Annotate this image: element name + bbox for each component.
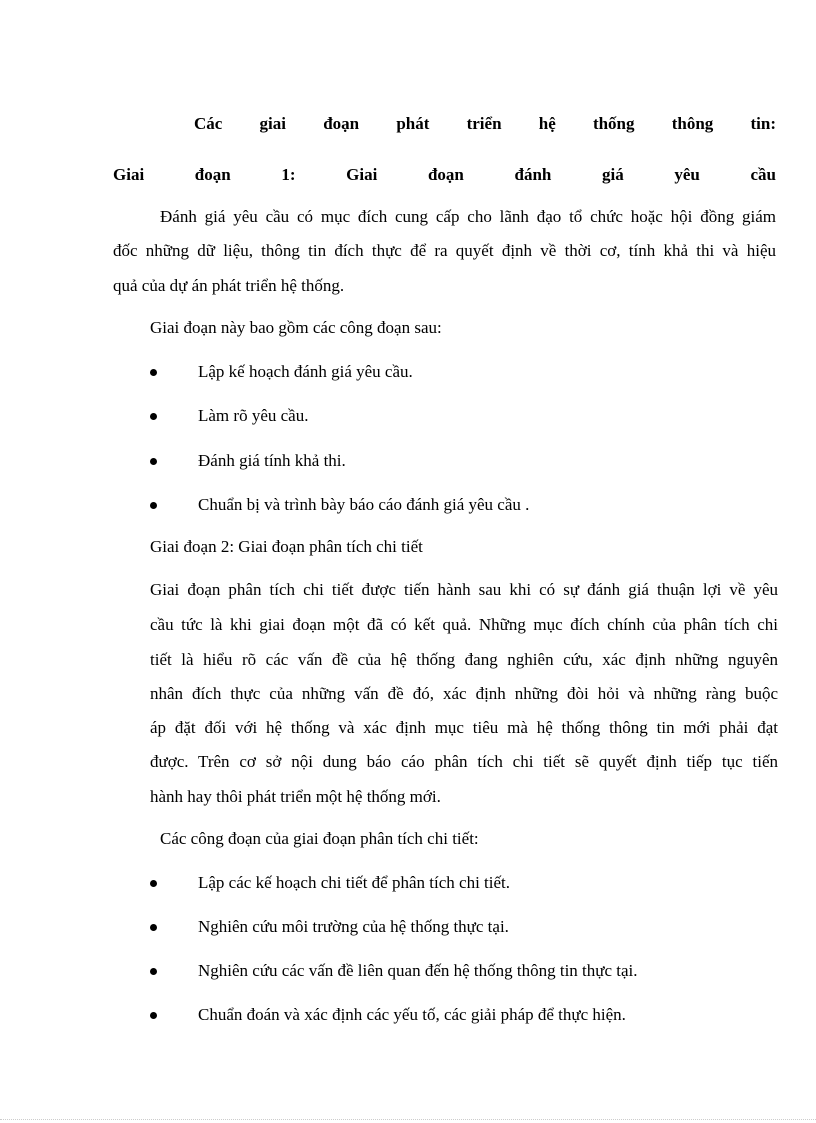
paragraph-text: Giai đoạn phân tích chi tiết được tiến hành sau khi có sự đánh giá thuận lợi về yêu: [150, 580, 778, 599]
bullet-icon: [150, 413, 157, 420]
paragraph-text: Đánh giá yêu cầu có mục đích cung cấp cho lãnh đạo tổ chức hoặc hội đồng giám: [160, 207, 776, 226]
list-item-text: Lập các kế hoạch chi tiết để phân tích chi tiết.: [198, 873, 511, 892]
heading-word: thống: [592, 114, 635, 133]
list-intro: [160, 829, 479, 849]
stage2-heading-text: Giai đoạn 2: Giai đoạn phân tích chi tiết: [150, 537, 423, 556]
bullet-icon: [150, 1012, 157, 1019]
paragraph-line: [150, 752, 778, 772]
paragraph-line: [150, 718, 778, 738]
heading-word: triển: [466, 114, 502, 133]
paragraph-text: cầu tức là khi giai đoạn một đã có kết quả. Những mục đích chính của phân tích chi: [150, 615, 778, 634]
heading-word: tin:: [750, 114, 776, 133]
heading-word: đoạn: [427, 165, 464, 184]
paragraph-line: [150, 650, 778, 670]
bullet-icon: [150, 502, 157, 509]
paragraph-text: quả của dự án phát triển hệ thống.: [113, 276, 345, 295]
bullet-icon: [150, 924, 157, 931]
paragraph-line: [150, 684, 778, 704]
list-item-text: Làm rõ yêu cầu.: [198, 406, 309, 425]
paragraph-text: nhân đích thực của những vấn đề đó, xác định những đòi hỏi và những ràng buộc: [150, 684, 778, 703]
stage1-heading: [113, 165, 776, 185]
paragraph-line: [113, 276, 344, 296]
heading-word: đoạn: [323, 114, 360, 133]
paragraph-line: [113, 241, 776, 261]
heading-word: giai: [259, 114, 286, 133]
list-item-text: Lập kế hoạch đánh giá yêu cầu.: [198, 362, 413, 381]
heading-word: đánh: [514, 165, 552, 184]
heading-word: 1:: [281, 165, 296, 184]
stage2-heading: [150, 537, 423, 557]
list-item-text: Nghiên cứu các vấn đề liên quan đến hệ thống thông tin thực tại.: [198, 961, 638, 980]
heading-word: thông: [671, 114, 714, 133]
bullet-icon: [150, 458, 157, 465]
paragraph-line: [150, 615, 778, 635]
list-item-text: Đánh giá tính khả thi.: [198, 451, 346, 470]
list-intro-text: Các công đoạn của giai đoạn phân tích chi tiết:: [160, 829, 479, 848]
paragraph-text: được. Trên cơ sở nội dung báo cáo phân tích chi tiết sẽ quyết định tiếp tục tiến: [150, 752, 778, 771]
heading-word: phát: [396, 114, 430, 133]
heading-word: đoạn: [194, 165, 231, 184]
heading-word: cầu: [750, 165, 776, 184]
heading-word: Giai: [346, 165, 378, 184]
paragraph-text: đốc những dữ liệu, thông tin đích thực để ra quyết định về thời cơ, tính khả thi và hiệu: [113, 241, 776, 260]
heading-word: yêu: [674, 165, 700, 184]
list-intro-text: Giai đoạn này bao gồm các công đoạn sau:: [150, 318, 442, 337]
heading-word: hệ: [538, 114, 556, 133]
paragraph-line: [150, 787, 441, 807]
list-intro: [150, 318, 442, 338]
heading-word: Giai: [113, 165, 145, 184]
bullet-icon: [150, 968, 157, 975]
list-item-text: Chuẩn bị và trình bày báo cáo đánh giá yêu cầu .: [198, 495, 530, 514]
list-item-text: Nghiên cứu môi trường của hệ thống thực tại.: [198, 917, 509, 936]
page-bottom-divider: [0, 1119, 816, 1120]
paragraph-line: [150, 580, 778, 600]
heading-word: giá: [601, 165, 624, 184]
heading-word: Các: [194, 114, 223, 133]
list-item-text: Chuẩn đoán và xác định các yếu tố, các giải pháp để thực hiện.: [198, 1005, 626, 1024]
paragraph-text: hành hay thôi phát triển một hệ thống mới.: [150, 787, 441, 806]
paragraph-text: áp đặt đối với hệ thống và xác định mục tiêu mà hệ thống thông tin mới phải đạt: [150, 718, 778, 737]
bullet-icon: [150, 369, 157, 376]
paragraph-text: tiết là hiểu rõ các vấn đề của hệ thống đang nghiên cứu, xác định những nguyên: [150, 650, 778, 669]
section-heading: [194, 114, 776, 134]
paragraph-line: [160, 207, 776, 227]
bullet-icon: [150, 880, 157, 887]
